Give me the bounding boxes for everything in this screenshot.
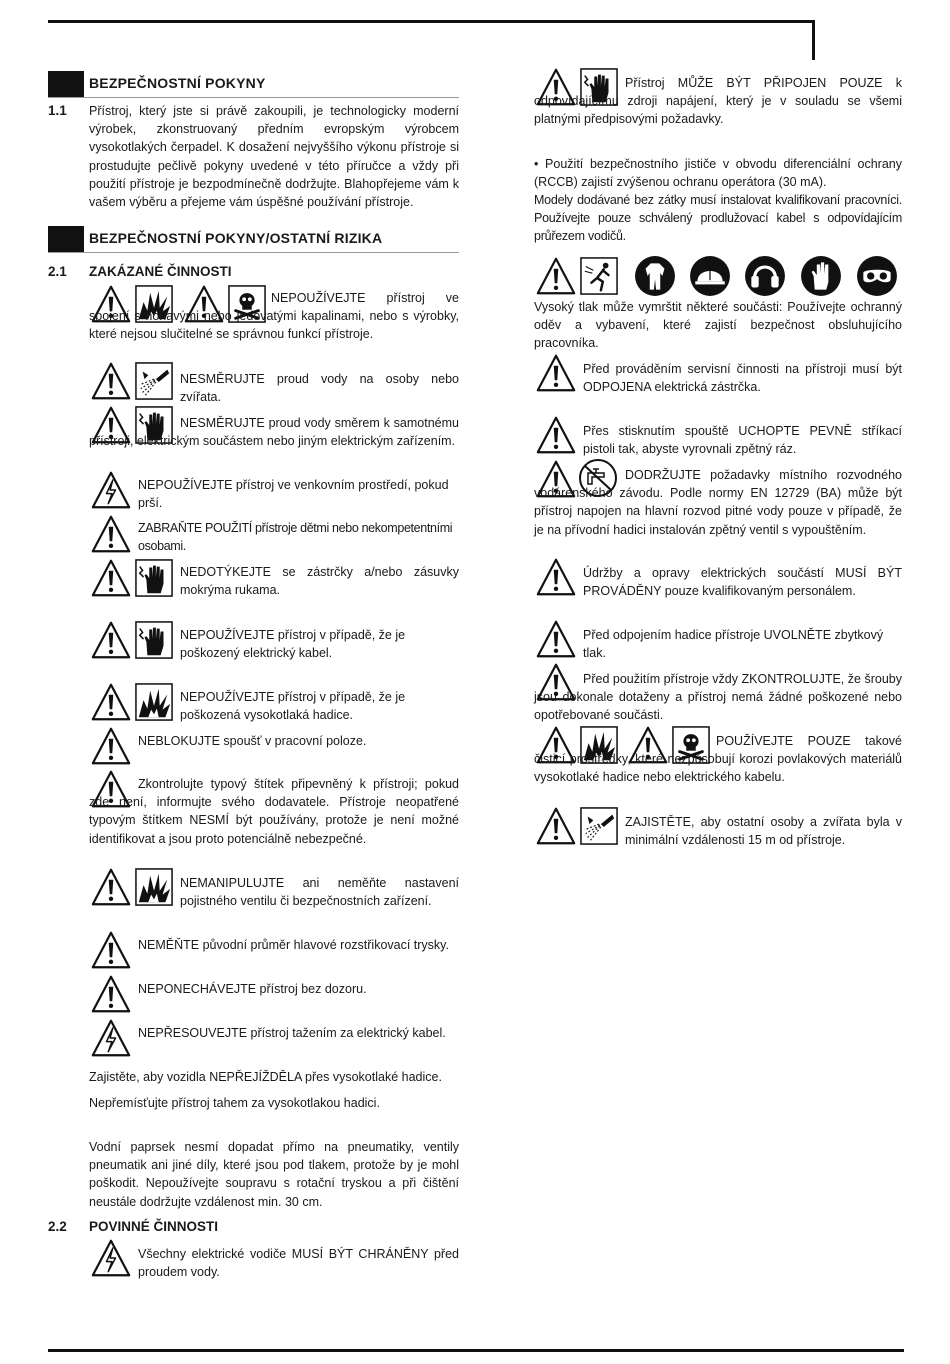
right-item-7: DODRŽUJTE požadavky místního rozvodného vodárenského závodu. Podle normy EN 12729 (BA) může být přístroj napojen na hlavní rozvod pitné vody pouze v případě, že je na přívodní hadici instalován zpětný ventil s vypouštěním. bbox=[534, 468, 902, 537]
right-item-12: ZAJISTĚTE, aby ostatní osoby a zvířata byla v minimální vzdálenosti 15 m od přístroje. bbox=[625, 815, 902, 848]
electric-hazard-icon bbox=[89, 470, 133, 510]
warning-triangle-icon bbox=[534, 557, 578, 597]
right-item-6: Přes stisknutím spouště UCHOPTE PEVNĚ stříkací pistoli tak, abyste vyrovnali zpětný ráz. bbox=[583, 424, 902, 457]
right-item-3: Modely dodávané bez zátky musí instalovat kvalifikovaní pracovníci. Používejte pouze schválený prodlužovací kabel s odpovídajícím průřezem vodičů. bbox=[534, 193, 902, 244]
prohibited-item-3: NESMĚRUJTE proud vody směrem k samotnému přístroji, elektrickým součástem nebo jiným elektrickým zařízením. bbox=[89, 416, 459, 449]
warning-triangle-icon bbox=[89, 558, 133, 598]
warning-triangle-icon bbox=[534, 256, 578, 296]
heading-marker bbox=[48, 226, 84, 252]
warning-triangle-icon bbox=[534, 353, 578, 393]
right-item-5: Před prováděním servisní činnosti na přístroji musí být ODPOJENA elektrická zástrčka. bbox=[583, 362, 902, 395]
section-2-heading bbox=[48, 226, 459, 253]
water-spray-person-icon bbox=[580, 807, 618, 845]
prohibited-item-6: NEDOTÝKEJTE se zástrčky a/nebo zásuvky mokrýma rukama. bbox=[180, 565, 459, 598]
electric-hazard-icon bbox=[89, 1238, 133, 1278]
warning-triangle-icon bbox=[89, 514, 133, 554]
protective-gloves-icon bbox=[800, 255, 842, 297]
mandatory-item-1: Všechny elektrické vodiče MUSÍ BÝT CHRÁNĚNY před proudem vody. bbox=[138, 1247, 459, 1280]
section-1-text: Přístroj, který jste si právě zakoupili, je technologicky moderní výrobek, zkonstruovaný předním evropským výrobcem vysokotlakých čerpadel. K dosažení nejvyššího výkonu přístroje si prostudujte pečlivě pokyny uvedené v této příručce a vždy při použití přístroje je bezpodmínečně dodržujte. Blahopřejeme vám k vašem výběru a přejeme vám úspěšné používání přístroje. bbox=[89, 104, 459, 210]
prohibited-item-8: NEPOUŽÍVEJTE přístroj v případě, že je poškozená vysokotlaká hadice. bbox=[180, 690, 406, 723]
section-2-title: BEZPEČNOSTNÍ POKYNY/OSTATNÍ RIZIKA bbox=[89, 230, 383, 246]
ear-protection-icon bbox=[744, 255, 786, 297]
safety-helmet-icon bbox=[689, 255, 731, 297]
prohibited-item-12: NEMĚŇTE původní průměr hlavové rozstřikovací trysky. bbox=[138, 938, 449, 952]
prohibited-item-10: Zkontrolujte typový štítek připevněný k přístroji; pokud zde není, informujte svého dodavatele. Přístroje neopatřené typovým štítkem NESMÍ být používány, protože je není možné identifikovat a jsou proto potenciálně nebezpečné. bbox=[89, 777, 459, 846]
warning-triangle-icon bbox=[534, 619, 578, 659]
section-1-number: 1.1 bbox=[48, 103, 67, 118]
projectile-hazard-icon bbox=[580, 257, 618, 295]
prohibited-item-4: NEPOUŽÍVEJTE přístroj ve venkovním prostředí, pokud prší. bbox=[138, 478, 449, 511]
right-item-4: Vysoký tlak může vymrštit některé součásti: Používejte ochranný oděv a vybavení, které zajistí bezpečnost obsluhujícího pracovníka. bbox=[534, 300, 902, 351]
bottom-rule bbox=[48, 1349, 904, 1352]
warning-triangle-icon bbox=[89, 726, 133, 766]
warning-triangle-icon bbox=[534, 415, 578, 455]
warning-triangle-icon bbox=[89, 620, 133, 660]
prohibited-item-7: NEPOUŽÍVEJTE přístroj v případě, že je poškozený elektrický kabel. bbox=[180, 628, 406, 661]
right-item-10: Před použitím přístroje vždy ZKONTROLUJTE, že šrouby jsou dokonale dotaženy a přístroj nemá žádné poškozené nebo opotřebované součásti. bbox=[534, 672, 902, 723]
prohibited-item-9: NEBLOKUJTE spoušť v pracovní poloze. bbox=[138, 734, 367, 748]
explosive-icon bbox=[135, 868, 173, 906]
prohibited-item-16: Nepřemísťujte přístroj tahem za vysokotlakou hadici. bbox=[89, 1096, 380, 1110]
prohibited-item-14: NEPŘESOUVEJTE přístroj tažením za elektrický kabel. bbox=[138, 1026, 446, 1040]
explosive-icon bbox=[135, 683, 173, 721]
section-1-title: BEZPEČNOSTNÍ POKYNY bbox=[89, 75, 266, 91]
right-item-2: • Použití bezpečnostního jističe v obvodu diferenciální ochrany (RCCB) zajistí zvýšenou ochranu operátora (30 mA). bbox=[534, 157, 902, 190]
heading-marker bbox=[48, 71, 84, 97]
right-item-9: Před odpojením hadice přístroje UVOLNĚTE zbytkový tlak. bbox=[583, 628, 884, 661]
prohibited-item-1: NEPOUŽÍVEJTE přístroj ve spojení s hořlavými nebo jedovatými kapalinami, nebo s výrobky, které nejsou slučitelné se správnou funkcí přístroje. bbox=[89, 291, 459, 342]
prohibited-item-17: Vodní paprsek nesmí dopadat přímo na pneumatiky, ventily pneumatik ani jiné díly, které jsou pod tlakem, protože by je mohl poškodit. Nepoužívejte soupravu s rotační tryskou a při čištění neustále dodržujte vzdálenost min. 30 cm. bbox=[89, 1140, 459, 1209]
subsection-2-2-number: 2.2 bbox=[48, 1219, 67, 1234]
top-rule-corner bbox=[812, 20, 815, 60]
section-1-heading bbox=[48, 71, 459, 98]
subsection-2-2-title: POVINNÉ ČINNOSTI bbox=[89, 1219, 219, 1234]
warning-triangle-icon bbox=[89, 974, 133, 1014]
warning-triangle-icon bbox=[89, 930, 133, 970]
top-rule bbox=[48, 20, 814, 23]
safety-goggles-icon bbox=[856, 255, 898, 297]
electric-hazard-icon bbox=[89, 1018, 133, 1058]
subsection-2-1-title: ZAKÁZANÉ ČINNOSTI bbox=[89, 264, 232, 279]
protective-suit-icon bbox=[634, 255, 676, 297]
electric-hand-icon bbox=[135, 621, 173, 659]
prohibited-item-11: NEMANIPULUJTE ani neměňte nastavení pojistného ventilu či bezpečnostních zařízení. bbox=[180, 876, 459, 909]
warning-triangle-icon bbox=[534, 806, 578, 846]
right-item-8: Údržby a opravy elektrických součástí MUSÍ BÝT PROVÁDĚNY pouze kvalifikovaným personálem. bbox=[583, 566, 902, 599]
warning-triangle-icon bbox=[89, 682, 133, 722]
right-item-11: POUŽÍVEJTE POUZE takové čisticí prostředky, které nezpůsobují korozi povlakových materiálů vysokotlaké hadice nebo elektrického kabelu. bbox=[534, 734, 902, 785]
right-item-1: Přístroj MŮŽE BÝT PŘIPOJEN POUZE k odpovídajícímu zdroji napájení, který je v souladu se všemi platnými předpisovými požadavky. bbox=[534, 76, 902, 127]
warning-triangle-icon bbox=[89, 361, 133, 401]
prohibited-item-15: Zajistěte, aby vozidla NEPŘEJÍŽDĚLA přes vysokotlaké hadice. bbox=[89, 1070, 442, 1084]
electric-hand-icon bbox=[135, 559, 173, 597]
prohibited-item-13: NEPONECHÁVEJTE přístroj bez dozoru. bbox=[138, 982, 367, 996]
prohibited-item-5: ZABRAŇTE POUŽITÍ přístroje dětmi nebo nekompetentními osobami. bbox=[138, 521, 453, 554]
prohibited-item-2: NESMĚRUJTE proud vody na osoby nebo zvířata. bbox=[180, 372, 459, 405]
subsection-2-1-number: 2.1 bbox=[48, 264, 67, 279]
warning-triangle-icon bbox=[89, 867, 133, 907]
water-spray-person-icon bbox=[135, 362, 173, 400]
